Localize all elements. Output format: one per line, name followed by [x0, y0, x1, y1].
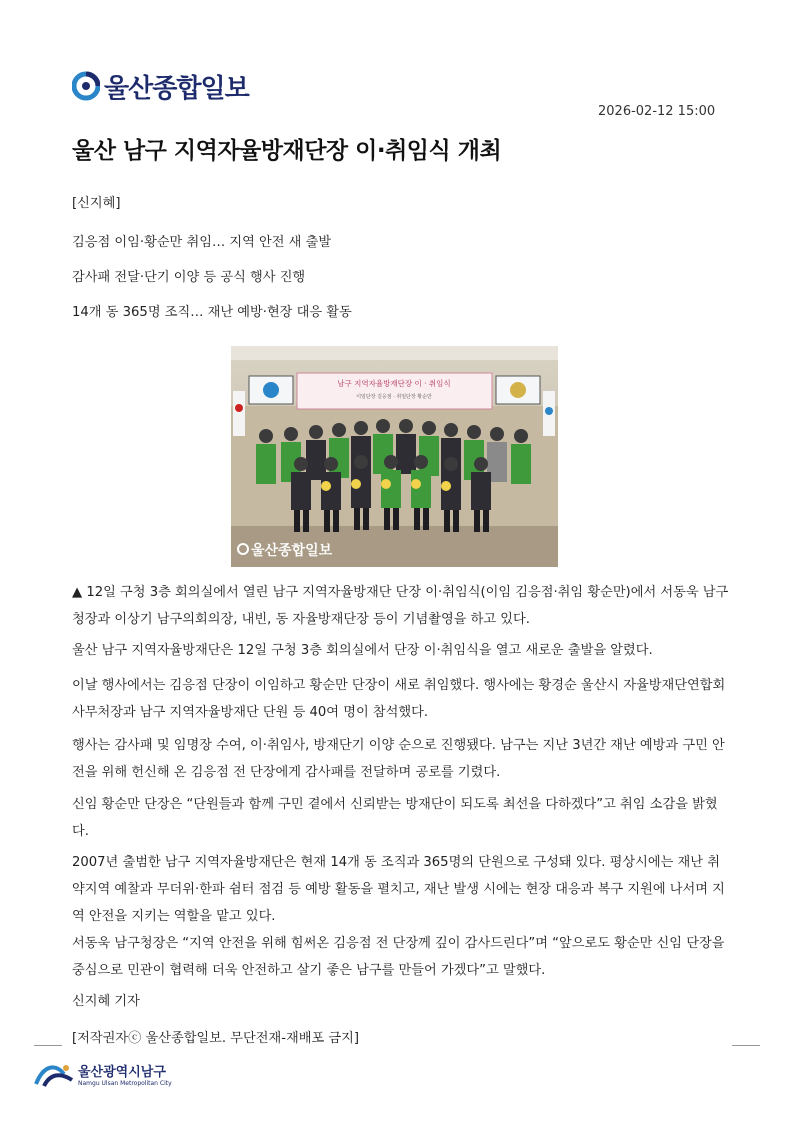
banner-subtext: 이임단장 김응점 · 취임단장 황순만	[356, 394, 432, 400]
subhead-2: 감사패 전달·단기 이양 등 공식 행사 진행	[72, 270, 306, 285]
footer-divider-right	[732, 1045, 760, 1046]
subhead-3: 14개 동 365명 조직… 재난 예방·현장 대응 활동	[72, 305, 352, 320]
byline: 신지혜 기자	[72, 994, 140, 1009]
paragraph-4: 신임 황순만 단장은 “단원들과 함께 구민 곁에서 신뢰받는 방재단이 되도록 최선을 다하겠다”고 취임 소감을 밝혔다.	[72, 797, 718, 839]
logo-swirl-icon	[72, 69, 100, 103]
footer-logo[interactable]	[34, 1060, 172, 1088]
logo-text: 울산종합일보	[104, 73, 249, 104]
paragraph-2: 이날 행사에서는 김응점 단장이 이임하고 황순만 단장이 새로 취임했다. 행사에는 황경순 울산시 자율방재단연합회 사무처장과 남구 지역자율방재단 단원 등 40여 명이 참석했다.	[72, 678, 726, 720]
paragraph-6: 서동욱 남구청장은 “지역 안전을 위해 힘써온 김응점 전 단장께 깊이 감사드린다”며 “앞으로도 황순만 신임 단장을 중심으로 민관이 협력해 더욱 안전하고 살기 좋은 남구를 만들어 가겠다”고 말했다.	[72, 936, 725, 978]
publish-date: 2026-02-12 15:00	[598, 104, 716, 119]
copyright-notice: [저작권자ⓒ 울산종합일보. 무단전재-재배포 금지]	[72, 1031, 360, 1046]
footer-org-name: 울산광역시남구	[78, 1065, 166, 1080]
banner-text: 남구 지역자율방재단장 이 · 취임식	[337, 379, 451, 388]
newspaper-logo[interactable]	[72, 66, 249, 106]
paragraph-5: 2007년 출범한 남구 지역자율방재단은 현재 14개 동 조직과 365명의 단원으로 구성돼 있다. 평상시에는 재난 취약지역 예찰과 무더위·한파 쉼터 점검 등 예방 활동을 펼치고, 재난 발생 시에는 현장 대응과 복구 지원에 나서며 지역 안전을 지키는 역할을 맡고 있다.	[72, 855, 725, 924]
footer-divider-left	[34, 1045, 62, 1046]
photo-caption: ▲ 12일 구청 3층 회의실에서 열린 남구 지역자율방재단 단장 이·취임식(이임 김응점·취임 황순만)에서 서동욱 남구청장과 이상기 남구의회의장, 내빈, 동 자율방재단장 등이 기념촬영을 하고 있다.	[72, 585, 729, 627]
article-photo[interactable]	[231, 346, 558, 567]
footer-org-name-en: Namgu Ulsan Metropolitan City	[78, 1080, 172, 1087]
article-title: 울산 남구 지역자율방재단장 이·취임식 개최	[72, 138, 502, 164]
district-emblem-icon	[34, 1060, 74, 1088]
group-photo-illustration	[231, 346, 558, 567]
photo-watermark: 울산종합일보	[251, 543, 333, 559]
paragraph-3: 행사는 감사패 및 임명장 수여, 이·취임사, 방재단기 이양 순으로 진행됐다. 남구는 지난 3년간 재난 예방과 구민 안전을 위해 헌신해 온 김응점 전 단장에게 감사패를 전달하며 공로를 기렸다.	[72, 738, 725, 780]
subhead-1: 김응점 이임·황순만 취임… 지역 안전 새 출발	[72, 235, 332, 250]
paragraph-1: 울산 남구 지역자율방재단은 12일 구청 3층 회의실에서 단장 이·취임식을 열고 새로운 출발을 알렸다.	[72, 643, 653, 658]
author-tag: [신지혜]	[72, 196, 121, 211]
